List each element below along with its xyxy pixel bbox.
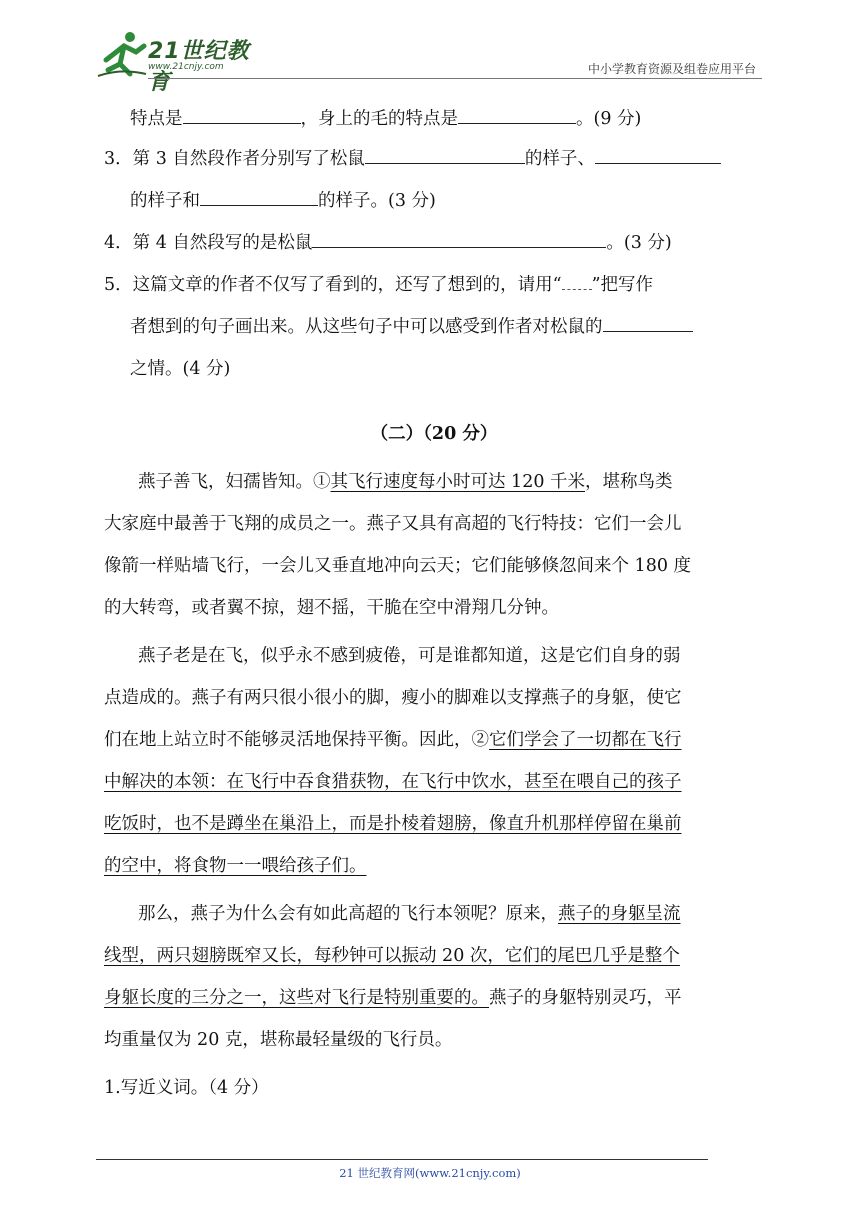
- q5-line-3: [130, 353, 230, 385]
- q5-text-d: 之情。(4 分): [130, 359, 231, 379]
- header-divider: [148, 78, 762, 79]
- q3-text-c: 的样子和: [130, 191, 200, 211]
- passage-p1-line-4: 的大转弯，或者翼不掠，翅不摇，干脆在空中滑翔几分钟。: [104, 598, 559, 618]
- passage-p2-line-6: 的空中，将食物一一喂给孩子们。: [104, 856, 367, 876]
- passage-p3-line-2: 线型，两只翅膀既窄又长，每秒钟可以振动 20 次，它们的尾巴几乎是整个: [104, 946, 680, 966]
- passage-p3-line-3: [104, 982, 682, 1014]
- site-logo: [96, 30, 266, 95]
- q4-line: [104, 227, 672, 259]
- platform-label: 中小学教育资源及组卷应用平台: [587, 62, 756, 76]
- underlined-sentence-1: 其飞行速度每小时可达 120 千米: [330, 472, 586, 492]
- passage-text: 燕子善飞，妇孺皆知。①: [138, 472, 331, 492]
- passage-p2-line-5: 吃饭时，也不是蹲坐在巢沿上，而是扑棱着翅膀，像直升机那样停留在巢前: [104, 814, 682, 834]
- underlined-sentence-3: 燕子的身躯呈流: [558, 904, 681, 924]
- passage-p1-line-1: [138, 466, 673, 498]
- page-footer[interactable]: 21 世纪教育网(www.21cnjy.com): [339, 1166, 521, 1180]
- q4-text-b: 。(3 分): [606, 233, 672, 253]
- answer-blank[interactable]: [595, 146, 721, 165]
- q2-text-b: ，身上的毛的特点是: [300, 109, 458, 129]
- q2-text-a: 特点是: [130, 109, 183, 129]
- q5-text-c: 者想到的句子画出来。从这些句子中可以感受到作者对松鼠的: [130, 317, 603, 337]
- passage-text: 燕子的身躯特别灵巧，平: [489, 988, 682, 1008]
- q3-line-2: [130, 185, 436, 217]
- passage-p2-line-3: [104, 724, 682, 756]
- q4-text-a: 4．第 4 自然段写的是松鼠: [104, 233, 313, 253]
- passage-p1-line-3: 像箭一样贴墙飞行，一会儿又垂直地冲向云天；它们能够倏忽间来个 180 度: [104, 556, 692, 576]
- q5-line-1: [104, 269, 653, 301]
- logo-text: 21世纪教育: [148, 39, 250, 95]
- answer-blank[interactable]: [183, 106, 301, 125]
- wavy-underline-sample: [562, 272, 592, 291]
- answer-blank[interactable]: [200, 188, 318, 207]
- q3-text-b: 的样子、: [524, 149, 595, 169]
- q2-text-c: 。(9 分): [576, 109, 642, 129]
- answer-blank[interactable]: [603, 314, 693, 333]
- q3-text-d: 的样子。(3 分): [318, 191, 436, 211]
- runner-icon: [96, 30, 148, 78]
- passage-p2-line-4: 中解决的本领：在飞行中吞食猎获物，在飞行中饮水，甚至在喂自己的孩子: [104, 772, 682, 792]
- passage-p2-line-1: 燕子老是在飞，似乎永不感到疲倦，可是谁都知道，这是它们自身的弱: [138, 646, 681, 666]
- passage-p3-line-1: [138, 898, 681, 930]
- underlined-sentence-3b: 身躯长度的三分之一，这些对飞行是特别重要的。: [104, 988, 489, 1008]
- footer-divider: [96, 1159, 708, 1160]
- question-1: 1.写近义词。（4 分）: [104, 1078, 269, 1098]
- underlined-sentence-2: 它们学会了一切都在飞行: [489, 730, 682, 750]
- answer-blank[interactable]: [365, 146, 525, 165]
- passage-text: 们在地上站立时不能够灵活地保持平衡。因此，②: [104, 730, 489, 750]
- page-header: [96, 30, 762, 95]
- q5-text-a: 5．这篇文章的作者不仅写了看到的，还写了想到的，请用“: [104, 275, 562, 295]
- q5-line-2: [130, 311, 693, 343]
- passage-p3-line-4: 均重量仅为 20 克，堪称最轻量级的飞行员。: [104, 1030, 453, 1050]
- answer-blank[interactable]: [312, 230, 606, 249]
- logo-url: www.21cnjy.com: [148, 62, 224, 72]
- passage-p1-line-2: 大家庭中最善于飞翔的成员之一。燕子又具有高超的飞行特技：它们一会儿: [104, 514, 682, 534]
- passage-text: 那么，燕子为什么会有如此高超的飞行本领呢？原来，: [138, 904, 558, 924]
- q3-text-a: 3．第 3 自然段作者分别写了松鼠: [104, 149, 365, 169]
- passage-text: ，堪称鸟类: [585, 472, 673, 492]
- section-title: （二）（20 分）: [370, 424, 498, 444]
- passage-p2-line-2: 点造成的。燕子有两只很小很小的脚，瘦小的脚难以支撑燕子的身躯，使它: [104, 688, 682, 708]
- q3-line-1: [104, 143, 721, 175]
- q5-text-b: ”把写作: [591, 275, 654, 295]
- q2-tail-line: [130, 103, 641, 135]
- answer-blank[interactable]: [458, 106, 576, 125]
